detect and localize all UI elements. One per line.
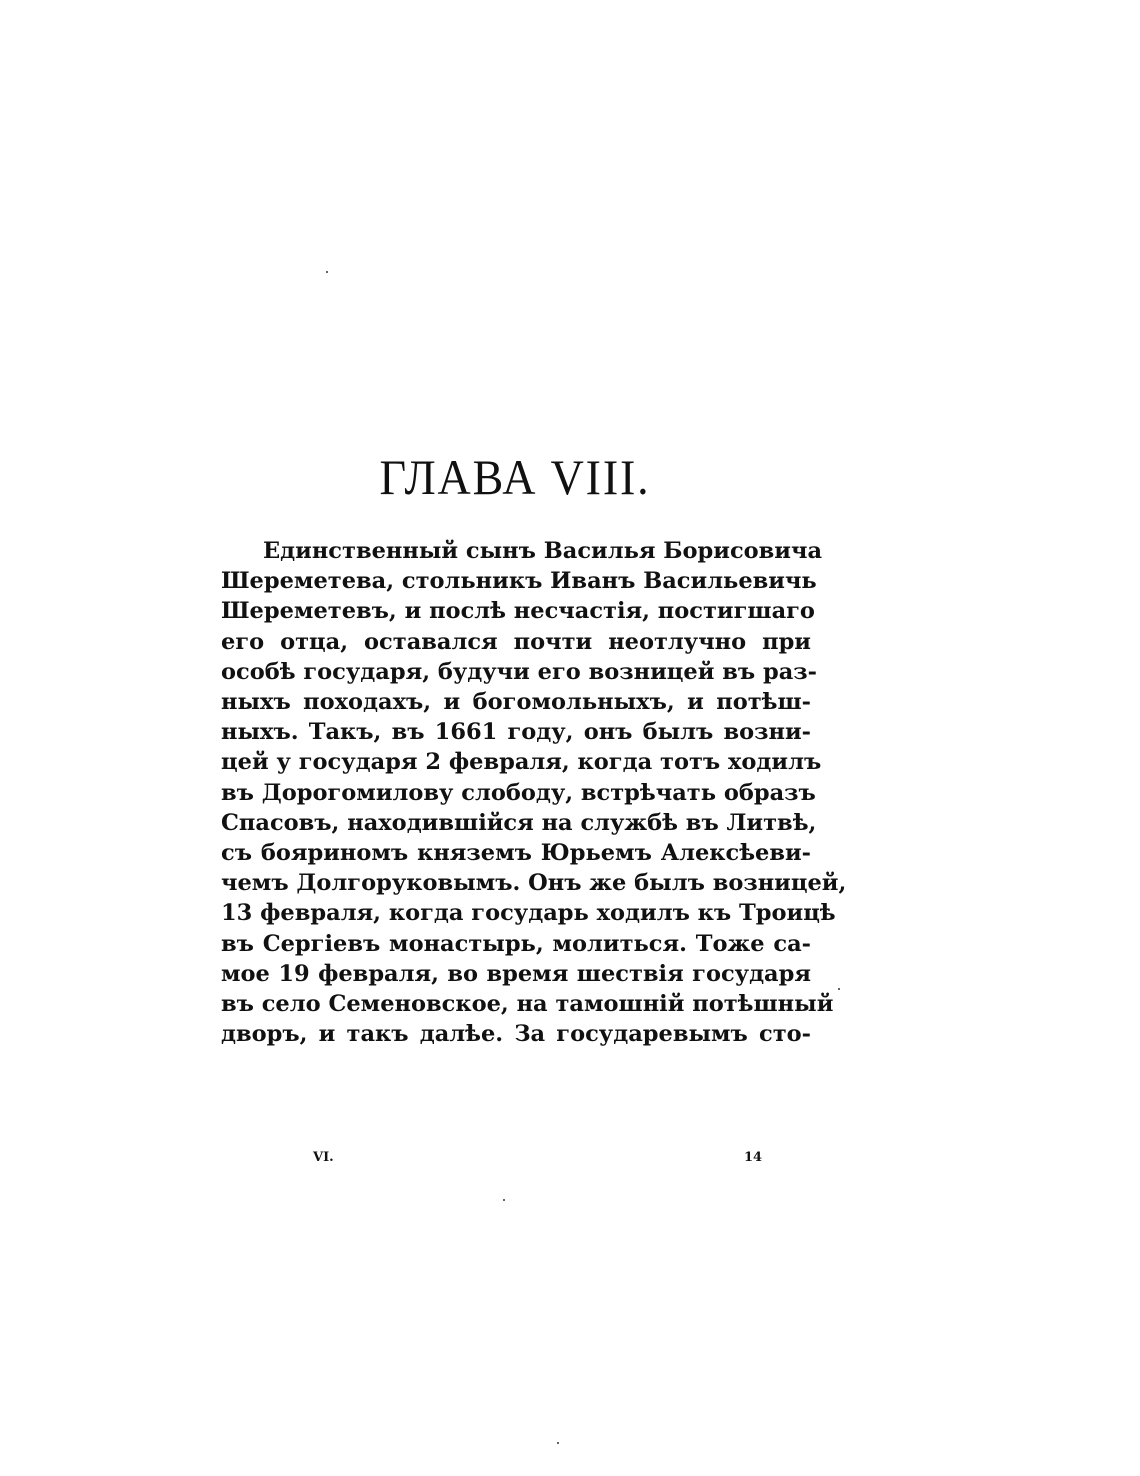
- scan-speck: [503, 1199, 505, 1201]
- text-line: мое 19 февраля, во время шествія государя: [221, 960, 811, 987]
- scan-speck: [326, 271, 328, 273]
- signature-mark: VI.: [313, 1150, 334, 1165]
- text-line: въ Сергіевъ монастырь, молиться. Тоже са-: [221, 930, 811, 957]
- text-line: чемъ Долгоруковымъ. Онъ же былъ возницей,: [221, 870, 847, 897]
- text-line: 13 февраля, когда государь ходилъ къ Троицѣ: [221, 900, 836, 927]
- text-line: Шереметева, стольникъ Иванъ Васильевичь: [221, 568, 817, 595]
- text-line: въ село Семеновское, на тамошній потѣшный: [221, 991, 834, 1018]
- scan-speck: [838, 988, 840, 990]
- text-line: ныхъ. Такъ, въ 1661 году, онъ былъ возни-: [221, 719, 811, 746]
- scan-speck: [557, 1442, 559, 1444]
- text-line: особѣ государя, будучи его возницей въ раз-: [221, 658, 817, 685]
- text-line: съ бояриномъ княземъ Юрьемъ Алексѣеви-: [221, 840, 811, 867]
- text-line: цей у государя 2 февраля, когда тотъ ходилъ: [221, 749, 822, 776]
- text-line: ныхъ походахъ, и богомольныхъ, и потѣш-: [221, 689, 811, 716]
- text-line: Спасовъ, находившійся на службѣ въ Литвѣ,: [221, 809, 817, 836]
- sheet-number: 14: [744, 1150, 763, 1165]
- text-line: Шереметевъ, и послѣ несчастія, постигшаго: [221, 598, 815, 625]
- body-paragraph: [221, 536, 847, 1049]
- text-line: Единственный сынъ Василья Борисовича: [263, 538, 823, 564]
- text-line: его отца, оставался почти неотлучно при: [221, 628, 811, 655]
- text-line: дворъ, и такъ далѣе. За государевымъ сто-: [221, 1021, 811, 1048]
- text-line: въ Дорогомилову слободу, встрѣчать образъ: [221, 779, 816, 806]
- chapter-title: ГЛАВА VIII.: [379, 449, 651, 505]
